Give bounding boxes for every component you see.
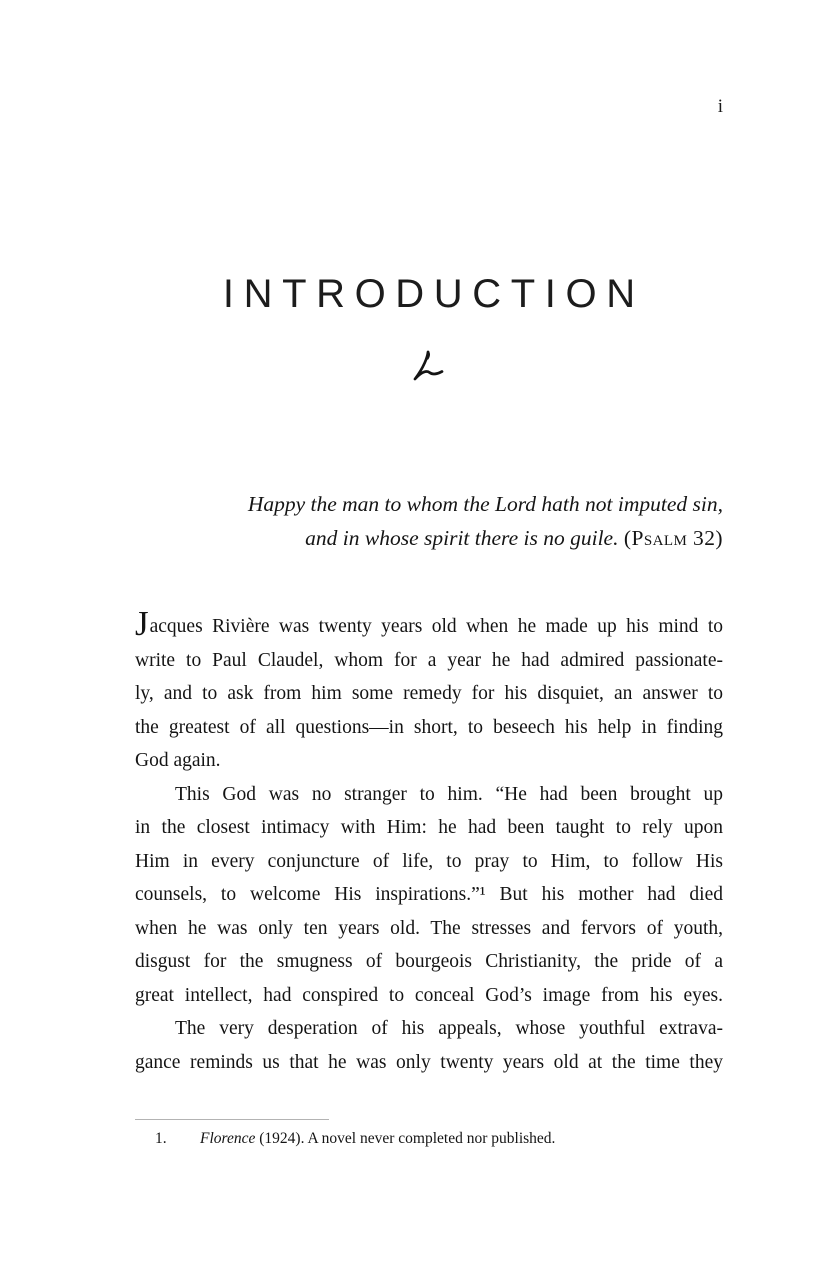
page-number: i — [717, 96, 723, 117]
section-ornament — [135, 350, 723, 389]
body-line: in the closest intimacy with Him: he had been taught to rely upon — [135, 817, 723, 838]
paragraph — [135, 1012, 723, 1079]
body-line: counsels, to welcome His inspirations.”¹ But his mother had died — [135, 884, 723, 905]
body-line: great intellect, had conspired to conceal God’s image from his eyes. — [135, 984, 723, 1006]
body-line: The very desperation of his appeals, whose youthful extrava- — [175, 1018, 723, 1039]
drop-cap-initial: J — [135, 604, 149, 643]
chapter-title: INTRODUCTION — [222, 272, 645, 316]
body-line: disgust for the smugness of bourgeois Christianity, the pride of a — [135, 951, 723, 972]
epigraph — [135, 487, 723, 555]
epigraph-line-2: and in whose spirit there is no guile. (Psalm 32) — [305, 526, 723, 550]
body-line: This God was no stranger to him. “He had been brought up — [175, 783, 723, 805]
footnote-separator — [135, 1119, 329, 1120]
body-line: Him in every conjuncture of life, to pray to Him, to follow His — [135, 850, 723, 872]
footnote-text: (1924). A novel never completed nor published. — [255, 1130, 556, 1147]
footnote-marker: 1. — [155, 1130, 167, 1147]
paragraph — [135, 778, 723, 1013]
epigraph-line-1: Happy the man to whom the Lord hath not imputed sin, — [247, 492, 723, 516]
body-text — [135, 604, 723, 1079]
paragraph — [135, 604, 723, 778]
body-line: ly, and to ask from him some remedy for his disquiet, an answer to — [135, 683, 723, 704]
body-line: when he was only ten years old. The stresses and fervors of youth, — [135, 917, 723, 939]
footnote-work-title: Florence — [200, 1130, 256, 1147]
fleuron-icon — [409, 350, 449, 384]
footnote — [135, 1128, 723, 1149]
body-line: write to Paul Claudel, whom for a year he had admired passionate- — [135, 649, 723, 671]
body-line: gance reminds us that he was only twenty years old at the time they — [135, 1051, 723, 1073]
epigraph-citation: (Psalm 32) — [623, 526, 723, 550]
body-line: Jacques Rivière was twenty years old when he made up his mind to — [135, 604, 723, 643]
body-line: the greatest of all questions—in short, to beseech his help in finding — [135, 716, 723, 738]
body-line: God again. — [135, 750, 221, 771]
